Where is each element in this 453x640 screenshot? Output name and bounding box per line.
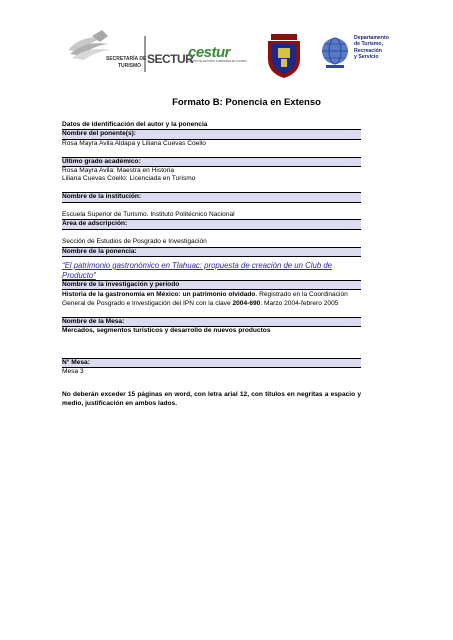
institucion-value: Escuela Superior de Turismo. Instituto Politécnico Nacional <box>62 211 235 219</box>
investigacion-clave: 2004-690 <box>232 300 261 308</box>
spacer <box>62 230 361 238</box>
department-line-4: y Servicio <box>354 54 379 61</box>
investigacion-value <box>62 290 361 308</box>
department-line-1: Departamento <box>354 35 389 41</box>
spacer <box>62 336 361 358</box>
sectur-text-2: TURISMO <box>118 63 142 69</box>
investigacion-end: . Marzo 2004-febrero 2005 <box>260 300 339 308</box>
grado-label: Último grado académico: <box>62 157 361 167</box>
ponencia-label: Nombre de la ponencia: <box>62 247 361 257</box>
spacer <box>62 308 361 316</box>
grado-value-1: Rosa Mayra Avila: Maestra en Historia <box>62 167 175 175</box>
department-line-3: Recreación <box>354 47 382 54</box>
page-title: Formato B: Ponencia en Extenso <box>172 97 321 108</box>
investigacion-text: . Registrado en la Coordinación General de Posgrado e Investigación del IPN con la clave <box>62 291 348 308</box>
department-line-2: de Turismo, <box>354 41 384 48</box>
spacer <box>62 184 361 192</box>
page-limit-note: No deberán exceder 15 páginas en word, con letra arial 12, con títulos en negritas a espacio y medio, justificación en ambos lados. <box>62 391 361 408</box>
mesa-label: Nombre de la Mesa: <box>62 317 361 327</box>
university-shield-logo <box>265 33 303 79</box>
logo-header <box>0 0 453 95</box>
cestur-text: cestur <box>188 44 231 61</box>
mesa-value: Mercados, segmentos turísticos y desarrollo de nuevos productos <box>62 327 271 335</box>
section-title: Datos de identificación del autor y la ponencia <box>62 121 208 128</box>
investigacion-label: Nombre de la investigación y periodo <box>62 280 361 290</box>
grado-value-2: Liliana Cuevas Coello: Licenciada en Turismo <box>62 175 196 183</box>
investigacion-title: Historia de la gastronomía en México: un patrimonio olvidado <box>62 291 256 299</box>
cestur-subtext: CENTRO DE ESTUDIOS SUPERIORES EN TURISMO <box>188 60 247 63</box>
cestur-logo <box>188 44 254 74</box>
spacer <box>62 148 361 156</box>
ponencia-value: “El patrimonio gastronómico en Tlahuac: propuesta de creación de un Club de Producto” <box>62 261 333 280</box>
sectur-text-1: SECRETARÍA DE <box>106 56 147 62</box>
globe-icon <box>320 33 350 73</box>
institucion-label: Nombre de la institución: <box>62 192 361 202</box>
ponente-label: Nombre del ponente(s): <box>62 129 361 139</box>
ipn-globe-logo <box>320 33 350 73</box>
area-value: Sección de Estudios de Posgrado e Investigación <box>62 238 207 246</box>
ponente-value: Rosa Mayra Avila Aldapa y Liliana Cuevas Coello <box>62 139 206 147</box>
shield-icon <box>265 33 303 79</box>
num-mesa-label: N° Mesa: <box>62 358 361 368</box>
department-logo <box>354 35 414 75</box>
spacer <box>62 203 361 211</box>
num-mesa-value: Mesa 3 <box>62 368 84 376</box>
area-label: Área de adscripción: <box>62 219 361 229</box>
form-table <box>62 121 361 376</box>
sectur-brand: SECTUR <box>147 52 194 66</box>
sectur-logo <box>62 28 194 76</box>
